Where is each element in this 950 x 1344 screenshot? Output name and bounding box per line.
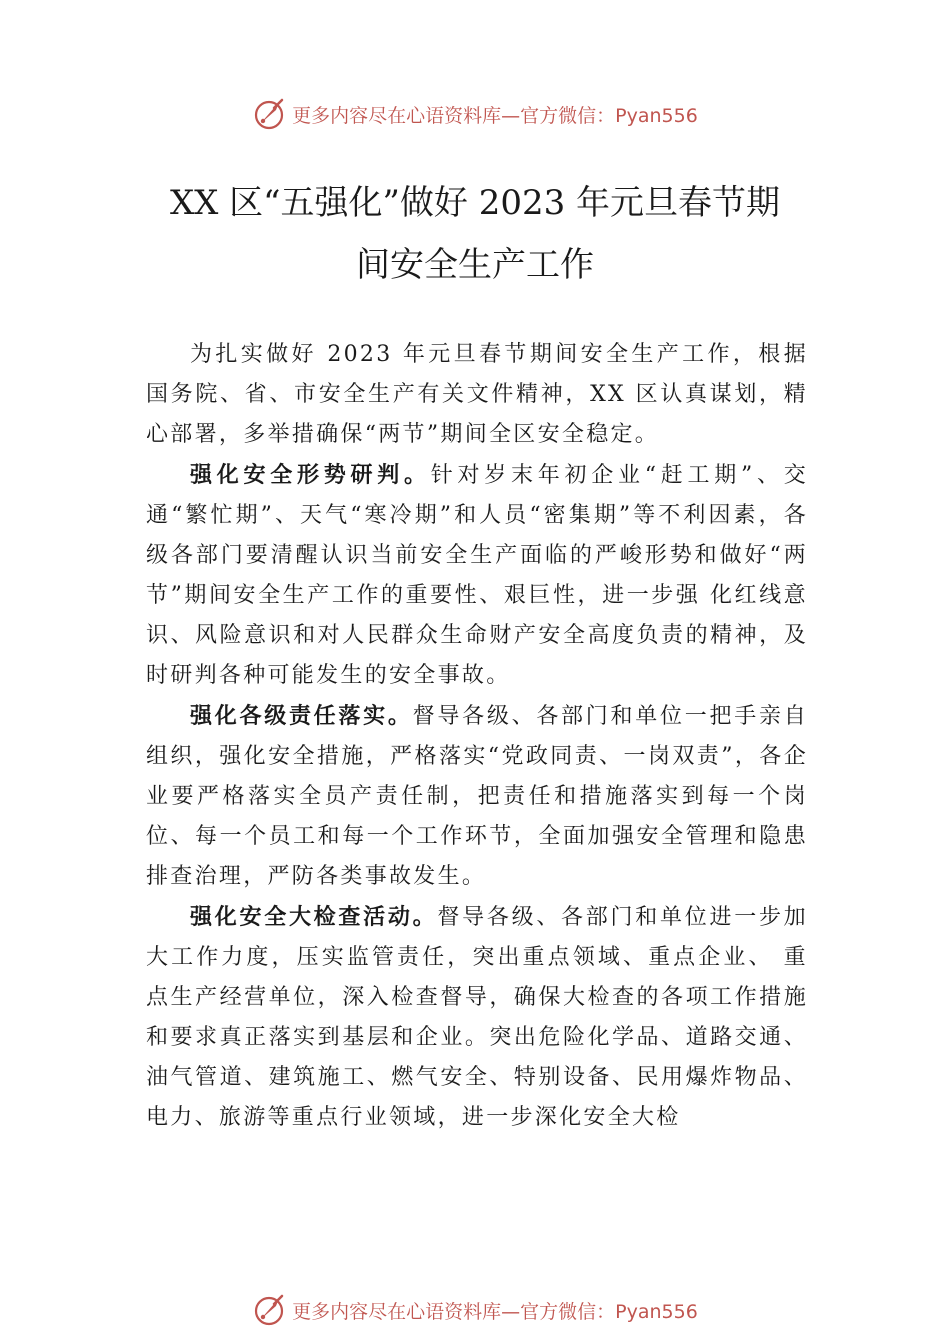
section-paragraph xyxy=(146,696,808,897)
section-body: 督导各级、各部门和单位一把手亲自组织，强化安全措施，严格落实“党政同责、一岗双责”，各企业要严格落实全员产责任制，把责任和措施落实到每一个岗位、每一个员工和每一个工作环节，全面加强安全管理和隐患排查治理，严防各类事故发生。 xyxy=(146,704,808,889)
section-body: 针对岁末年初企业“赶工期”、交通“繁忙期”、天气“寒冷期”和人员“密集期”等不利因素，各级各部门要清醒认识当前安全生产面临的严峻形势和做好“两节”期间安全生产工作的重要性、艰巨性，进一步强 化红线意识、风险意识和对人民群众生命财产安全高度负责的精神，及时研判各种可能发生的安全事故。 xyxy=(146,463,808,688)
brush-logo-icon xyxy=(252,1292,288,1328)
title-line-1: XX 区“五强化”做好 2023 年元旦春节期 xyxy=(169,183,781,223)
header-banner xyxy=(0,94,950,134)
title-line-2: 间安全生产工作 xyxy=(356,245,594,285)
section-paragraph xyxy=(146,455,808,696)
brush-logo-icon xyxy=(252,96,288,132)
document-body xyxy=(146,335,808,1138)
footer-banner-text: 更多内容尽在心语资料库—官方微信：Pyan556 xyxy=(292,1300,698,1323)
header-banner-text: 更多内容尽在心语资料库—官方微信：Pyan556 xyxy=(292,104,698,127)
footer-banner xyxy=(0,1290,950,1330)
intro-paragraph: 为扎实做好 2023 年元旦春节期间安全生产工作，根据国务院、省、市安全生产有关文件精神，XX 区认真谋划，精心部署，多举措确保“两节”期间全区安全稳定。 xyxy=(146,342,808,447)
section-heading: 强化安全形势研判。 xyxy=(190,462,431,488)
document-title xyxy=(0,172,950,296)
section-body: 督导各级、各部门和单位进一步加大工作力度，压实监管责任，突出重点领域、重点企业、 重点生产经营单位，深入检查督导，确保大检查的各项工作措施和要求真正落实到基层和企业。突出危险化学品、道路交通、油气管道、建筑施工、燃气安全、特别设备、民用爆炸物品、电力、旅游等重点行业领域，进一步深化安全大检 xyxy=(146,905,808,1130)
section-paragraph xyxy=(146,897,808,1138)
section-heading: 强化安全大检查活动。 xyxy=(190,904,438,930)
section-heading: 强化各级责任落实。 xyxy=(190,703,413,729)
